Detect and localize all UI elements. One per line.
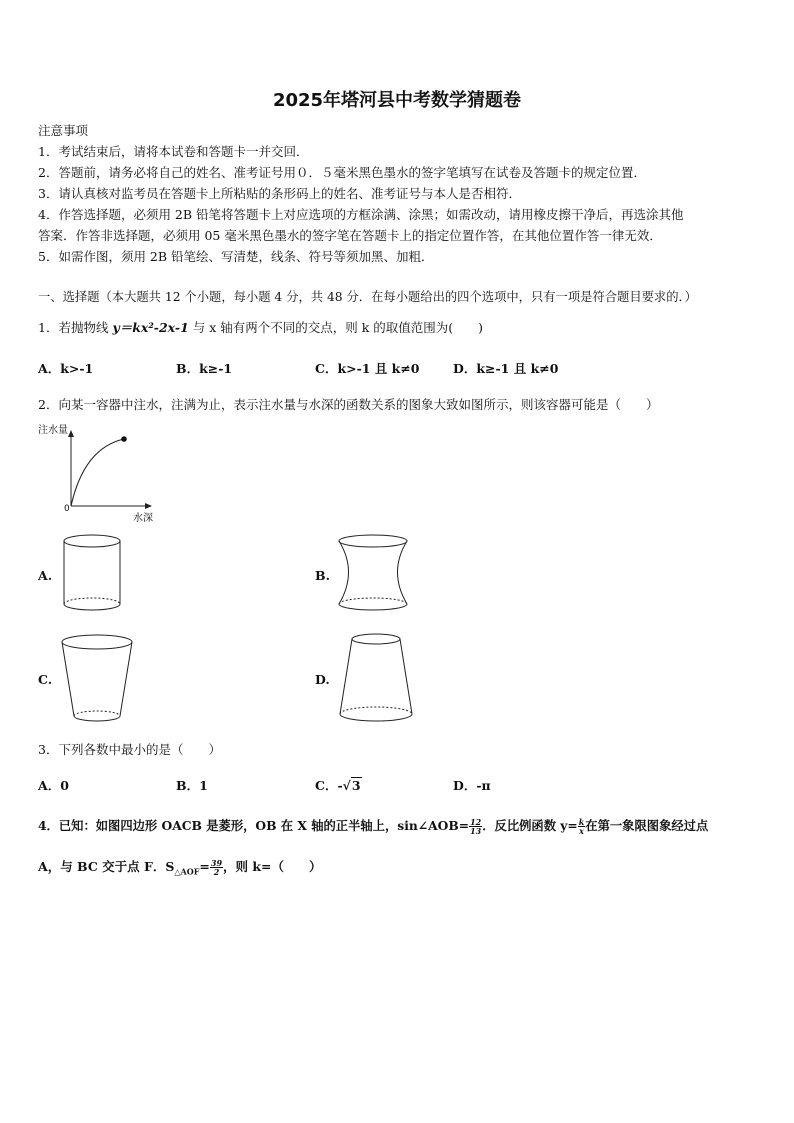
q4-frac3-numerator: 39 bbox=[210, 858, 223, 868]
question-3-stem: 3．下列各数中最小的是（ ） bbox=[38, 742, 221, 757]
q4-fraction-sin bbox=[469, 818, 482, 835]
q4-frac1-denominator: 13 bbox=[470, 826, 482, 836]
q1-formula: y＝kx²-2x-1 bbox=[112, 320, 189, 335]
q4-stem-part1: 4．已知：如图四边形 OACB 是菱形，OB 在 X 轴的正半轴上，sin∠AOB= bbox=[38, 818, 470, 833]
notice-item: 2．答题前，请务必将自己的姓名、准考证号用０．５毫米黑色墨水的签字笔填写在试卷及答题卡的规定位置． bbox=[38, 165, 646, 180]
q4-stem-part2: ．反比例函数 y= bbox=[482, 818, 578, 833]
q2-option-b-label: B. bbox=[315, 568, 330, 583]
q1-option-c: C．k>-1 且 k≠0 bbox=[315, 361, 420, 376]
water-volume-graph bbox=[60, 428, 160, 514]
notice-item: 4．作答选择题，必须用 2B 铅笔将答题卡上对应选项的方框涂满、涂黑；如需改动，请用橡皮擦干净后，再选涂其他 bbox=[38, 207, 684, 222]
q4-subscript: △AOF bbox=[174, 866, 200, 877]
q4-frac2-denominator: x bbox=[579, 826, 584, 836]
q2-option-a-label: A. bbox=[38, 568, 53, 583]
q4-stem-part3: 在第一象限图象经过点 bbox=[585, 818, 709, 833]
notice-item: 3．请认真核对监考员在答题卡上所粘贴的条形码上的姓名、准考证号与本人是否相符． bbox=[38, 186, 521, 201]
q3-option-c bbox=[315, 776, 362, 794]
sqrt-symbol: √ bbox=[342, 778, 351, 793]
q3-option-d: D．-π bbox=[453, 778, 491, 793]
notice-item: 答案．作答非选择题，必须用 05 毫米黑色墨水的签字笔在答题卡上的指定位置作答，在其他位置作答一律无效． bbox=[38, 228, 662, 243]
q1-option-d: D．k≥-1 且 k≠0 bbox=[453, 361, 559, 376]
cup-container-icon bbox=[60, 632, 136, 728]
question-1-stem bbox=[38, 318, 483, 336]
notice-item: 1．考试结束后，请将本试卷和答题卡一并交回． bbox=[38, 144, 309, 159]
q1-option-a: A．k>-1 bbox=[38, 361, 94, 376]
question-4-stem bbox=[38, 816, 708, 835]
q2-option-d-label: D. bbox=[315, 672, 330, 687]
graph-x-label: 水深 bbox=[133, 513, 153, 524]
q4-frac2-numerator: k bbox=[578, 817, 585, 827]
q4-frac3-denominator: 2 bbox=[213, 867, 220, 877]
section-heading: 一、选择题（本大题共 12 个小题，每小题 4 分，共 48 分．在每小题给出的四个选项中，只有一项是符合题目要求的．） bbox=[38, 290, 697, 304]
question-2-stem: 2．向某一容器中注水，注满为止，表示注水量与水深的函数关系的图象大致如图所示，则该容器可能是（ ） bbox=[38, 397, 659, 412]
q1-option-b: B．k≥-1 bbox=[176, 361, 233, 376]
frustum-container-icon bbox=[336, 630, 416, 728]
q1-stem-start: 1．若抛物线 bbox=[38, 320, 113, 335]
sqrt-radicand: 3 bbox=[351, 778, 361, 793]
q3-option-c-text: C．- bbox=[315, 778, 343, 793]
q4-fraction-area bbox=[210, 859, 223, 876]
hourglass-container-icon bbox=[336, 532, 412, 616]
notice-heading: 注意事项 bbox=[38, 123, 89, 138]
q3-option-a: A．0 bbox=[38, 778, 69, 793]
notice-item: 5．如需作图，须用 2B 铅笔绘、写清楚，线条、符号等须加黑、加粗． bbox=[38, 249, 434, 264]
page-title: 2025年塔河县中考数学猜题卷 bbox=[272, 90, 522, 111]
q4-line2-part2: = bbox=[199, 859, 210, 874]
cylinder-container-icon bbox=[62, 532, 124, 616]
graph-y-label: 注水量 bbox=[38, 425, 68, 436]
q4-line2-part3: ，则 k=（ ） bbox=[223, 859, 322, 874]
question-4-line2 bbox=[38, 857, 322, 877]
q1-stem-end: 与 x 轴有两个不同的交点，则 k 的取值范围为( ) bbox=[188, 320, 484, 335]
q4-line2-part1: A，与 BC 交于点 F．S bbox=[38, 859, 175, 874]
q3-option-b: B．1 bbox=[176, 778, 208, 793]
q2-option-c-label: C. bbox=[38, 672, 53, 687]
q4-frac1-numerator: 12 bbox=[470, 817, 482, 827]
graph-origin-label: 0 bbox=[64, 504, 70, 514]
